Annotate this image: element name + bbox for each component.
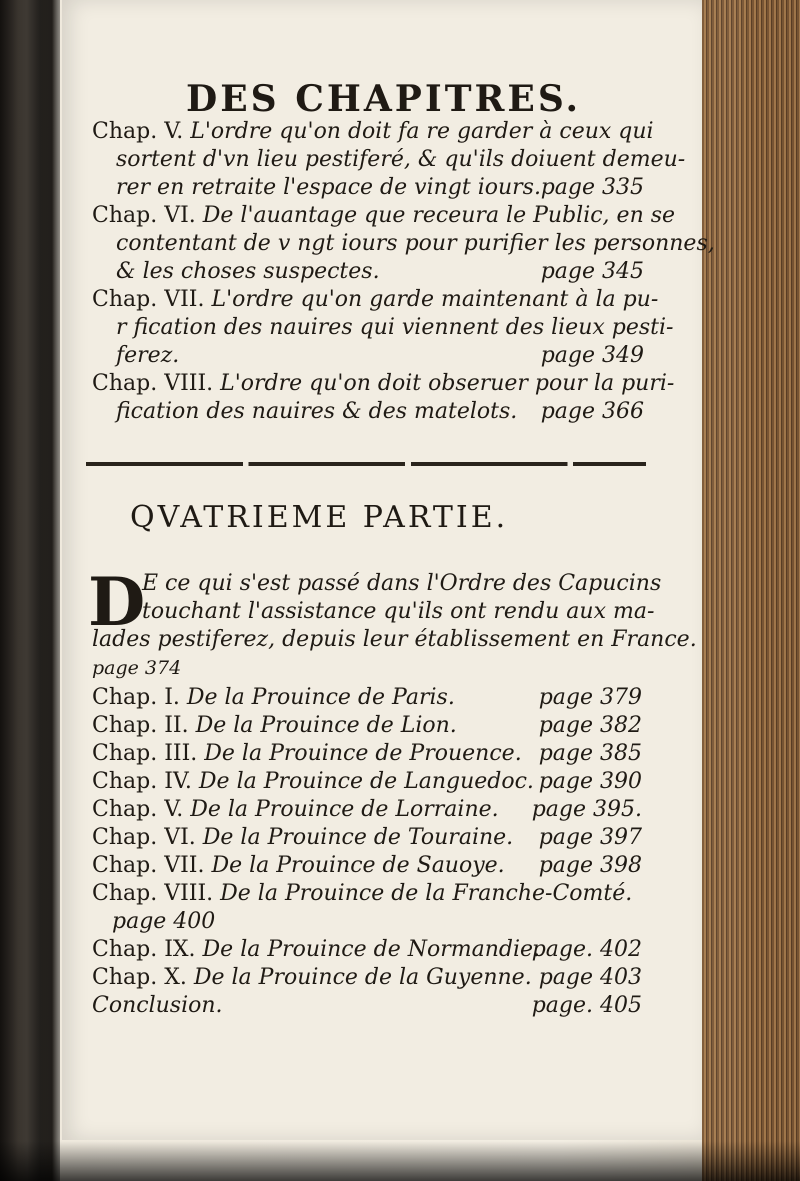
page-number: page. 405 xyxy=(531,993,642,1018)
page-header: DES CHAPITRES. xyxy=(186,78,582,120)
chapter-title-text: De la Prouince de Touraine. xyxy=(202,825,514,850)
intro-line: E ce qui s'est passé dans l'Ordre des Capucins xyxy=(142,571,662,596)
chapter-title-text: r fication des nauires qui viennent des lieux pesti- xyxy=(116,315,674,340)
part-title: QVATRIEME PARTIE. xyxy=(130,500,509,535)
chapter-title-text: De la Prouince de Paris. xyxy=(186,685,455,710)
chapter-entry-line xyxy=(92,174,652,202)
chapter-title-text: De la Prouince de Lion. xyxy=(195,713,457,738)
chapter-entry-line xyxy=(92,342,652,370)
intro-line: touchant l'assistance qu'ils ont rendu aux ma- xyxy=(142,599,655,624)
chapter-entry xyxy=(92,118,686,202)
page-number: page 397 xyxy=(538,825,642,850)
chapter-title-text: De la Prouince de Lorraine. xyxy=(190,797,499,822)
toc-row xyxy=(92,712,652,740)
chapter-title-text: L'ordre qu'on doit obseruer pour la puri- xyxy=(220,371,675,396)
page-number: page 382 xyxy=(538,713,642,738)
chapter-entry xyxy=(92,370,675,426)
chapter-title-text: fication des nauires & des matelots. xyxy=(116,399,518,424)
chapter-number: Chap. VI. xyxy=(92,203,196,228)
chapter-title-text: page 400 xyxy=(112,909,216,934)
chapter-title-text: rer en retraite l'espace de vingt iours. xyxy=(116,175,541,200)
page-edges xyxy=(702,0,800,1181)
toc-row xyxy=(92,684,652,712)
chapter-title-text: sortent d'vn lieu pestiferé, & qu'ils doiuent demeu- xyxy=(116,147,686,172)
chapter-title-text: De la Prouince de Prouence. xyxy=(204,741,522,766)
chapter-number: Chap. VII. xyxy=(92,853,205,878)
chapter-number: Chap. III. xyxy=(92,741,198,766)
chapter-title-text: contentant de v ngt iours pour purifier les personnes, xyxy=(116,231,715,256)
page-number: page 390 xyxy=(538,769,642,794)
page-number: page 379 xyxy=(538,685,642,710)
chapter-number: Chap. IX. xyxy=(92,937,196,962)
chapter-list-previous-part xyxy=(92,118,715,426)
chapter-number: Chap. VIII. xyxy=(92,881,214,906)
chapter-entry-line xyxy=(92,118,652,146)
chapter-number: Chap. VI. xyxy=(92,825,196,850)
page-number: page 366 xyxy=(540,399,644,424)
chapter-number: Chap. V. xyxy=(92,797,184,822)
bottom-shadow xyxy=(0,1141,800,1181)
page-number: page 335 xyxy=(540,175,644,200)
chapter-number: Chap. II. xyxy=(92,713,189,738)
toc-row xyxy=(92,852,652,880)
page-number: page. 402 xyxy=(531,937,642,962)
chapter-entry xyxy=(92,286,674,370)
chapter-title-text: Conclusion. xyxy=(92,993,223,1018)
chapter-entry xyxy=(92,202,715,286)
section-rule xyxy=(86,462,646,466)
chapter-title-text: L'ordre qu'on garde maintenant à la pu- xyxy=(211,287,659,312)
chapter-list-fourth-part xyxy=(92,684,652,1020)
chapter-title-text: L'ordre qu'on doit fa re garder à ceux qui xyxy=(190,119,654,144)
chapter-number: Chap. X. xyxy=(92,965,187,990)
page-number: page 403 xyxy=(538,965,642,990)
chapter-entry-line xyxy=(92,202,676,230)
page-number: page 349 xyxy=(540,343,644,368)
toc-row xyxy=(92,908,652,936)
chapter-title-text: & les choses suspectes. xyxy=(116,259,380,284)
toc-row xyxy=(92,768,652,796)
toc-row xyxy=(92,992,652,1020)
page-number: page 385 xyxy=(538,741,642,766)
chapter-entry-line xyxy=(92,370,675,398)
toc-row xyxy=(92,740,652,768)
chapter-title-text: De la Prouince de Sauoye. xyxy=(211,853,505,878)
chapter-entry-line xyxy=(92,258,652,286)
chapter-title-text: De l'auantage que receura le Public, en se xyxy=(202,203,676,228)
chapter-number: Chap. I. xyxy=(92,685,180,710)
chapter-title-text: De la Prouince de la Franche-Comté. xyxy=(220,881,633,906)
toc-row xyxy=(92,824,652,852)
chapter-entry-line xyxy=(92,230,715,258)
book-spine xyxy=(0,0,60,1181)
page-number: page 345 xyxy=(540,259,644,284)
chapter-entry-line xyxy=(92,314,674,342)
toc-row xyxy=(92,964,652,992)
chapter-title-text: De la Prouince de Languedoc. xyxy=(198,769,534,794)
toc-row xyxy=(92,936,652,964)
toc-row xyxy=(92,796,652,824)
chapter-entry-line xyxy=(92,146,686,174)
chapter-title-text: ferez. xyxy=(116,343,180,368)
chapter-entry-line xyxy=(92,286,659,314)
intro-page: page 374 xyxy=(92,657,182,679)
toc-row xyxy=(92,880,652,908)
chapter-number: Chap. VIII. xyxy=(92,371,214,396)
chapter-number: Chap. VII. xyxy=(92,287,205,312)
page-number: page 395. xyxy=(531,797,642,822)
page-number: page 398 xyxy=(538,853,642,878)
drop-cap: D xyxy=(88,563,146,641)
intro-line: lades pestiferez, depuis leur établissement en France. xyxy=(92,627,697,652)
chapter-entry-line xyxy=(92,398,652,426)
chapter-number: Chap. V. xyxy=(92,119,184,144)
part-intro xyxy=(92,570,697,682)
chapter-title-text: De la Prouince de Normandie. xyxy=(202,937,541,962)
chapter-title-text: De la Prouince de la Guyenne. xyxy=(193,965,532,990)
chapter-number: Chap. IV. xyxy=(92,769,192,794)
